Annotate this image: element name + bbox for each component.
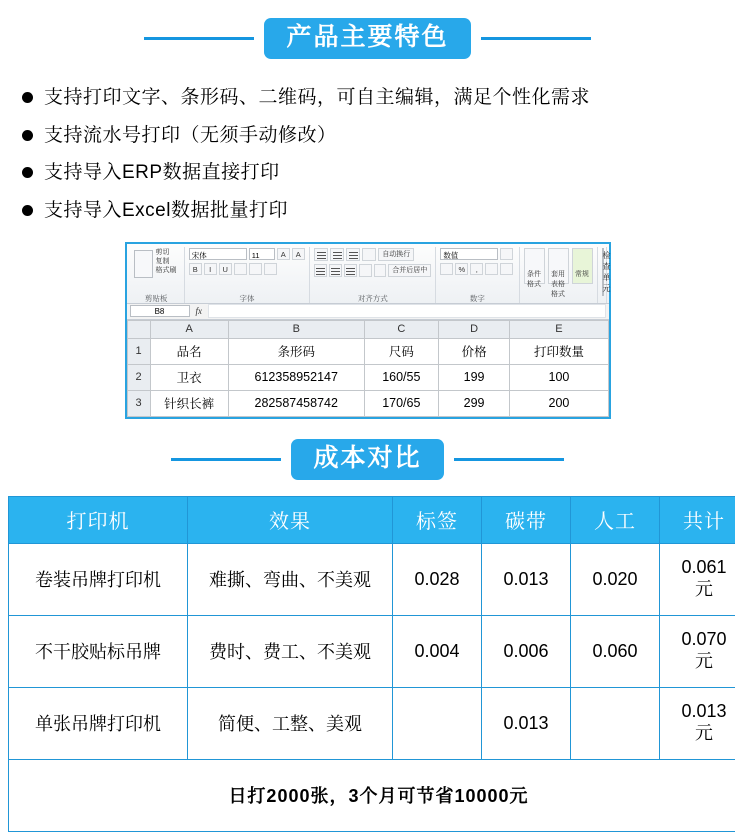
- cell-labor-cost: 0.020: [571, 543, 660, 615]
- feature-list: [22, 85, 735, 224]
- feature-text: 支持导入ERP数据直接打印: [44, 160, 280, 186]
- cost-table-header-row: [9, 496, 735, 543]
- table-row: [9, 543, 735, 615]
- header-printer: 打印机: [9, 496, 188, 543]
- ribbon-group-cells: [598, 247, 607, 303]
- font-color-icon[interactable]: [264, 263, 277, 275]
- conditional-format-button[interactable]: 条件格式: [524, 248, 545, 284]
- comma-style-button[interactable]: ,: [470, 263, 483, 275]
- row-header[interactable]: 1: [127, 338, 150, 364]
- excel-sheet: [127, 320, 609, 417]
- bullet-icon: [22, 130, 33, 141]
- excel-screenshot: [125, 242, 611, 419]
- ribbon-group-styles: [520, 247, 598, 303]
- cell-label-cost: 0.004: [393, 615, 482, 687]
- banner-rule-right: [454, 458, 564, 461]
- header-total: 共计: [660, 496, 735, 543]
- paste-icon[interactable]: [134, 250, 153, 278]
- page-title: 产品主要特色: [264, 18, 470, 59]
- bold-button[interactable]: B: [189, 263, 202, 275]
- total-unit: 元: [695, 651, 713, 671]
- cell-style-button[interactable]: 常规: [572, 248, 593, 284]
- shrink-font-button[interactable]: A: [292, 248, 305, 260]
- cell-printer: 卷装吊牌打印机: [9, 543, 188, 615]
- cell[interactable]: 170/65: [364, 390, 438, 416]
- select-all-corner[interactable]: [127, 320, 150, 338]
- cell[interactable]: 打印数量: [510, 338, 608, 364]
- bullet-icon: [22, 205, 33, 216]
- increase-decimal-icon[interactable]: [485, 263, 498, 275]
- currency-icon[interactable]: [440, 263, 453, 275]
- orientation-icon[interactable]: [362, 248, 376, 261]
- align-bottom-icon[interactable]: [346, 248, 360, 261]
- list-item: [22, 85, 735, 111]
- cost-table: [8, 496, 735, 832]
- cost-comparison-section: [8, 496, 727, 832]
- copy-item[interactable]: 复制: [133, 257, 180, 266]
- fx-icon[interactable]: fx: [196, 306, 203, 316]
- cell-printer: 不干胶贴标吊牌: [9, 615, 188, 687]
- name-box[interactable]: B8: [130, 305, 190, 317]
- ribbon-group-number: [436, 247, 519, 303]
- cell[interactable]: 199: [438, 364, 510, 390]
- ribbon-group-font: [185, 247, 311, 303]
- underline-button[interactable]: U: [219, 263, 232, 275]
- cell[interactable]: 针织长裤: [150, 390, 228, 416]
- feature-text: 支持导入Excel数据批量打印: [44, 198, 288, 224]
- wrap-text-button[interactable]: 自动换行: [378, 248, 414, 261]
- decrease-indent-icon[interactable]: [359, 264, 372, 277]
- decrease-decimal-icon[interactable]: [500, 263, 513, 275]
- cell[interactable]: 条形码: [228, 338, 364, 364]
- features-title-banner: [0, 18, 735, 59]
- cell[interactable]: 品名: [150, 338, 228, 364]
- list-item: [22, 198, 735, 224]
- total-value: 0.061: [681, 557, 726, 577]
- formula-input[interactable]: [208, 304, 606, 318]
- cell-effect: 费时、费工、不美观: [188, 615, 393, 687]
- cell-printer: 单张吊牌打印机: [9, 687, 188, 759]
- cell[interactable]: 100: [510, 364, 608, 390]
- cell-labor-cost: [571, 687, 660, 759]
- bullet-icon: [22, 92, 33, 103]
- savings-note: 日打2000张，3个月可节省10000元: [9, 759, 735, 831]
- alignment-group-label: 对齐方式: [310, 293, 435, 304]
- table-row: [9, 615, 735, 687]
- total-value: 0.013: [681, 701, 726, 721]
- cell[interactable]: 200: [510, 390, 608, 416]
- banner-rule-left: [144, 37, 254, 40]
- table-row: [127, 364, 608, 390]
- align-top-icon[interactable]: [314, 248, 328, 261]
- format-painter-item[interactable]: 格式刷: [133, 266, 180, 275]
- cell-label-cost: 0.028: [393, 543, 482, 615]
- total-unit: 元: [695, 579, 713, 599]
- banner-rule-right: [481, 37, 591, 40]
- italic-button[interactable]: I: [204, 263, 217, 275]
- chevron-down-icon[interactable]: [500, 248, 513, 260]
- table-row: [9, 687, 735, 759]
- header-labor: 人工: [571, 496, 660, 543]
- table-footer-row: [9, 759, 735, 831]
- cell-effect: 难撕、弯曲、不美观: [188, 543, 393, 615]
- excel-ribbon: [127, 244, 609, 304]
- cell[interactable]: 尺码: [364, 338, 438, 364]
- column-header-c[interactable]: C: [364, 320, 438, 338]
- column-header-e[interactable]: E: [510, 320, 608, 338]
- list-item: [22, 160, 735, 186]
- font-size-combo[interactable]: 11: [249, 248, 275, 260]
- font-group-label: 字体: [185, 293, 310, 304]
- cell-ribbon-cost: 0.006: [482, 615, 571, 687]
- font-name-combo[interactable]: 宋体: [189, 248, 247, 260]
- format-as-table-button[interactable]: 套用表格格式: [548, 248, 569, 284]
- cell[interactable]: 299: [438, 390, 510, 416]
- cell-total-cost: [660, 615, 735, 687]
- cell-total-cost: [660, 687, 735, 759]
- percent-style-button[interactable]: %: [455, 263, 468, 275]
- number-group-label: 数字: [436, 293, 518, 304]
- cell-label-cost: [393, 687, 482, 759]
- merge-center-button[interactable]: 合并后居中: [388, 264, 431, 277]
- ribbon-group-alignment: [310, 247, 436, 303]
- cell-total-cost: [660, 543, 735, 615]
- highlight-cells-button[interactable]: 检查单元: [602, 248, 604, 296]
- cell-ribbon-cost: 0.013: [482, 687, 571, 759]
- row-header[interactable]: 2: [127, 364, 150, 390]
- cost-title-banner: [0, 439, 735, 480]
- cell-labor-cost: 0.060: [571, 615, 660, 687]
- header-effect: 效果: [188, 496, 393, 543]
- cell-ribbon-cost: 0.013: [482, 543, 571, 615]
- cell[interactable]: 612358952147: [228, 364, 364, 390]
- fill-color-icon[interactable]: [249, 263, 262, 275]
- excel-formula-bar: [127, 304, 609, 320]
- cell[interactable]: 160/55: [364, 364, 438, 390]
- banner-rule-left: [171, 458, 281, 461]
- cell-effect: 简便、工整、美观: [188, 687, 393, 759]
- total-value: 0.070: [681, 629, 726, 649]
- header-label: 标签: [393, 496, 482, 543]
- table-row: [127, 390, 608, 416]
- number-format-combo[interactable]: 数值: [440, 248, 498, 260]
- grow-font-button[interactable]: A: [277, 248, 290, 260]
- cell[interactable]: 卫衣: [150, 364, 228, 390]
- bullet-icon: [22, 167, 33, 178]
- total-unit: 元: [695, 723, 713, 743]
- column-header-row: [127, 320, 608, 338]
- column-header-b[interactable]: B: [228, 320, 364, 338]
- align-center-icon[interactable]: [329, 264, 342, 277]
- column-header-a[interactable]: A: [150, 320, 228, 338]
- section-title-cost: 成本对比: [291, 439, 443, 480]
- feature-text: 支持打印文字、条形码、二维码，可自主编辑，满足个性化需求: [44, 85, 590, 111]
- increase-indent-icon[interactable]: [374, 264, 387, 277]
- table-row: [127, 338, 608, 364]
- header-ribbon: 碳带: [482, 496, 571, 543]
- ribbon-group-clipboard: [129, 247, 185, 303]
- borders-icon[interactable]: [234, 263, 247, 275]
- align-left-icon[interactable]: [314, 264, 327, 277]
- align-middle-icon[interactable]: [330, 248, 344, 261]
- cell[interactable]: 282587458742: [228, 390, 364, 416]
- column-header-d[interactable]: D: [438, 320, 510, 338]
- feature-text: 支持流水号打印（无须手动修改）: [44, 123, 337, 149]
- cell[interactable]: 价格: [438, 338, 510, 364]
- row-header[interactable]: 3: [127, 390, 150, 416]
- align-right-icon[interactable]: [344, 264, 357, 277]
- cut-item[interactable]: 剪切: [133, 248, 180, 257]
- clipboard-group-label: 剪贴板: [129, 293, 184, 304]
- list-item: [22, 123, 735, 149]
